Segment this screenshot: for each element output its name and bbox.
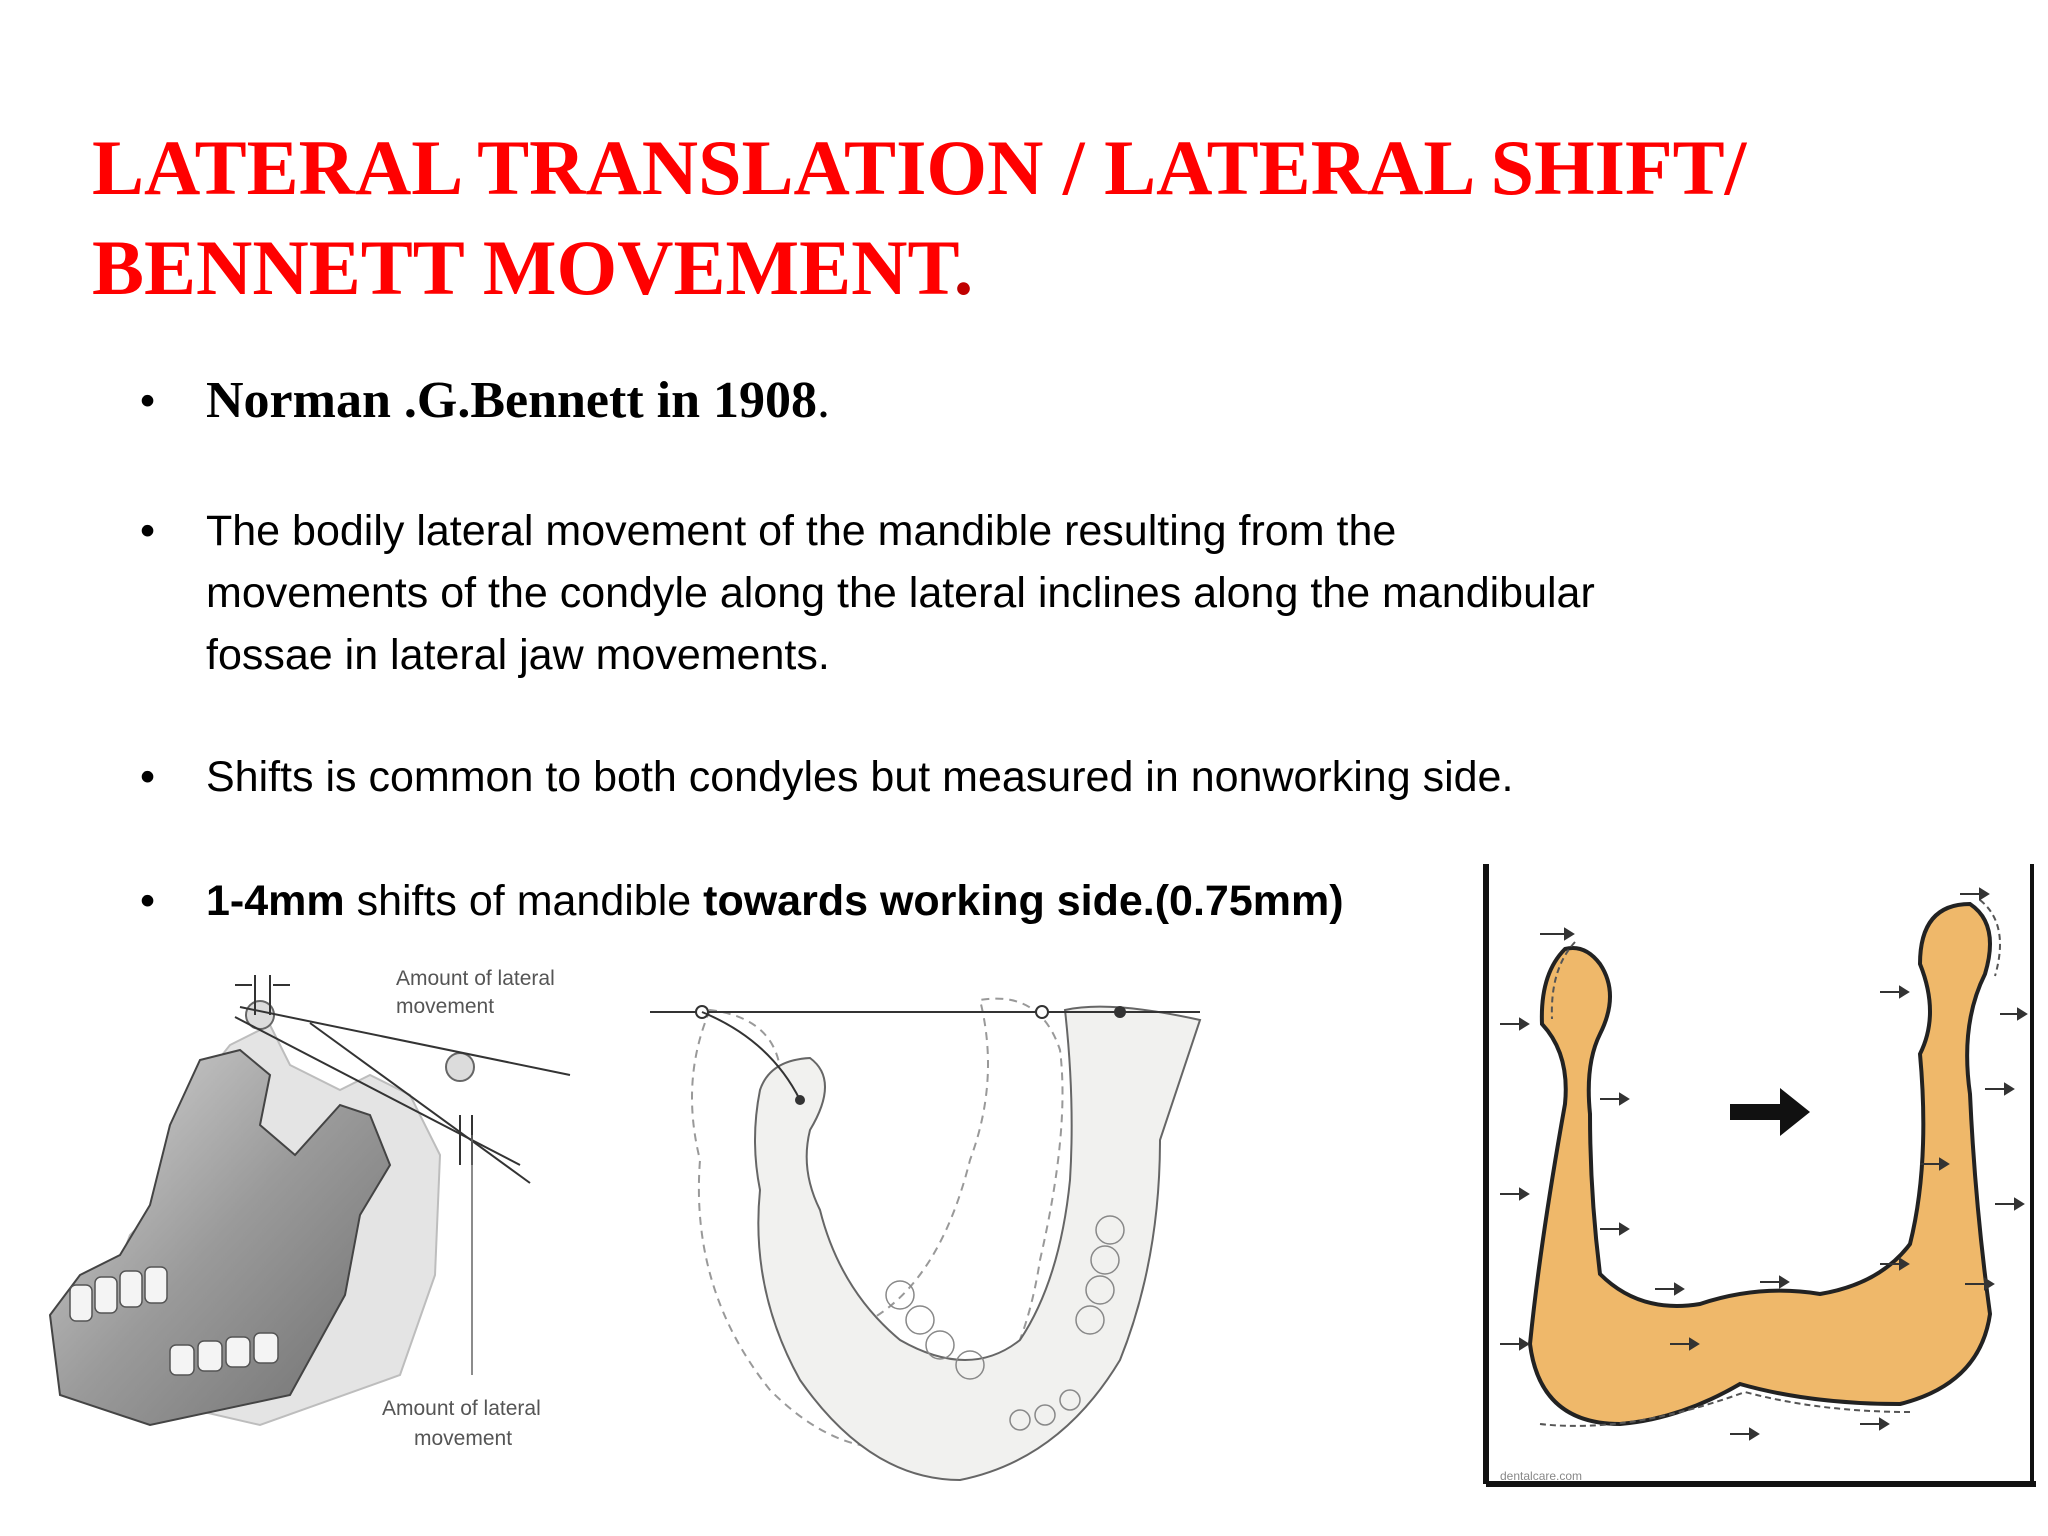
bullet-dot: • — [140, 507, 156, 555]
slide-title — [92, 118, 1992, 318]
label-bottom-line-1: Amount of lateral — [382, 1397, 541, 1420]
figure-watermark: dentalcare.com — [1500, 1469, 1583, 1483]
title-line-1: LATERAL TRANSLATION / LATERAL SHIFT/ — [92, 124, 1747, 211]
bullet-dot: • — [140, 377, 156, 425]
bullet-text — [206, 370, 830, 432]
title-period: . — [953, 224, 974, 311]
title-line-2 — [92, 218, 1992, 318]
title-line-2-text: BENNETT MOVEMENT — [92, 224, 954, 311]
figure-occlusal-mandible — [640, 960, 1210, 1500]
direction-bold: towards working side.(0.75mm) — [703, 877, 1344, 925]
definition-line-2: movements of the condyle along the lateral inclines along the mandibular — [206, 569, 1595, 617]
bullet-text — [206, 500, 1926, 686]
bullet-dot: • — [140, 753, 156, 801]
author-period: . — [817, 372, 830, 429]
amount-mid: shifts of mandible — [344, 877, 704, 925]
label-top-line-2: movement — [396, 995, 495, 1018]
label-top-line-1: Amount of lateral — [396, 967, 555, 990]
amount-bold: 1-4mm — [206, 877, 345, 925]
author-text: Norman .G.Bennett in 1908 — [206, 372, 817, 429]
shifted-mandible — [755, 1007, 1200, 1480]
definition-line-3: fossae in lateral jaw movements. — [206, 631, 830, 679]
bullet-text: Shifts is common to both condyles but measured in nonworking side. — [206, 753, 1514, 801]
bullet-dot: • — [140, 877, 156, 925]
definition-line-1: The bodily lateral movement of the mandible resulting from the — [206, 507, 1397, 555]
figure-3d-mandible — [40, 955, 600, 1475]
figure-lateral-shift-diagram — [1480, 864, 2036, 1488]
label-bottom-line-2: movement — [414, 1427, 513, 1450]
bullet-text — [206, 870, 1344, 932]
